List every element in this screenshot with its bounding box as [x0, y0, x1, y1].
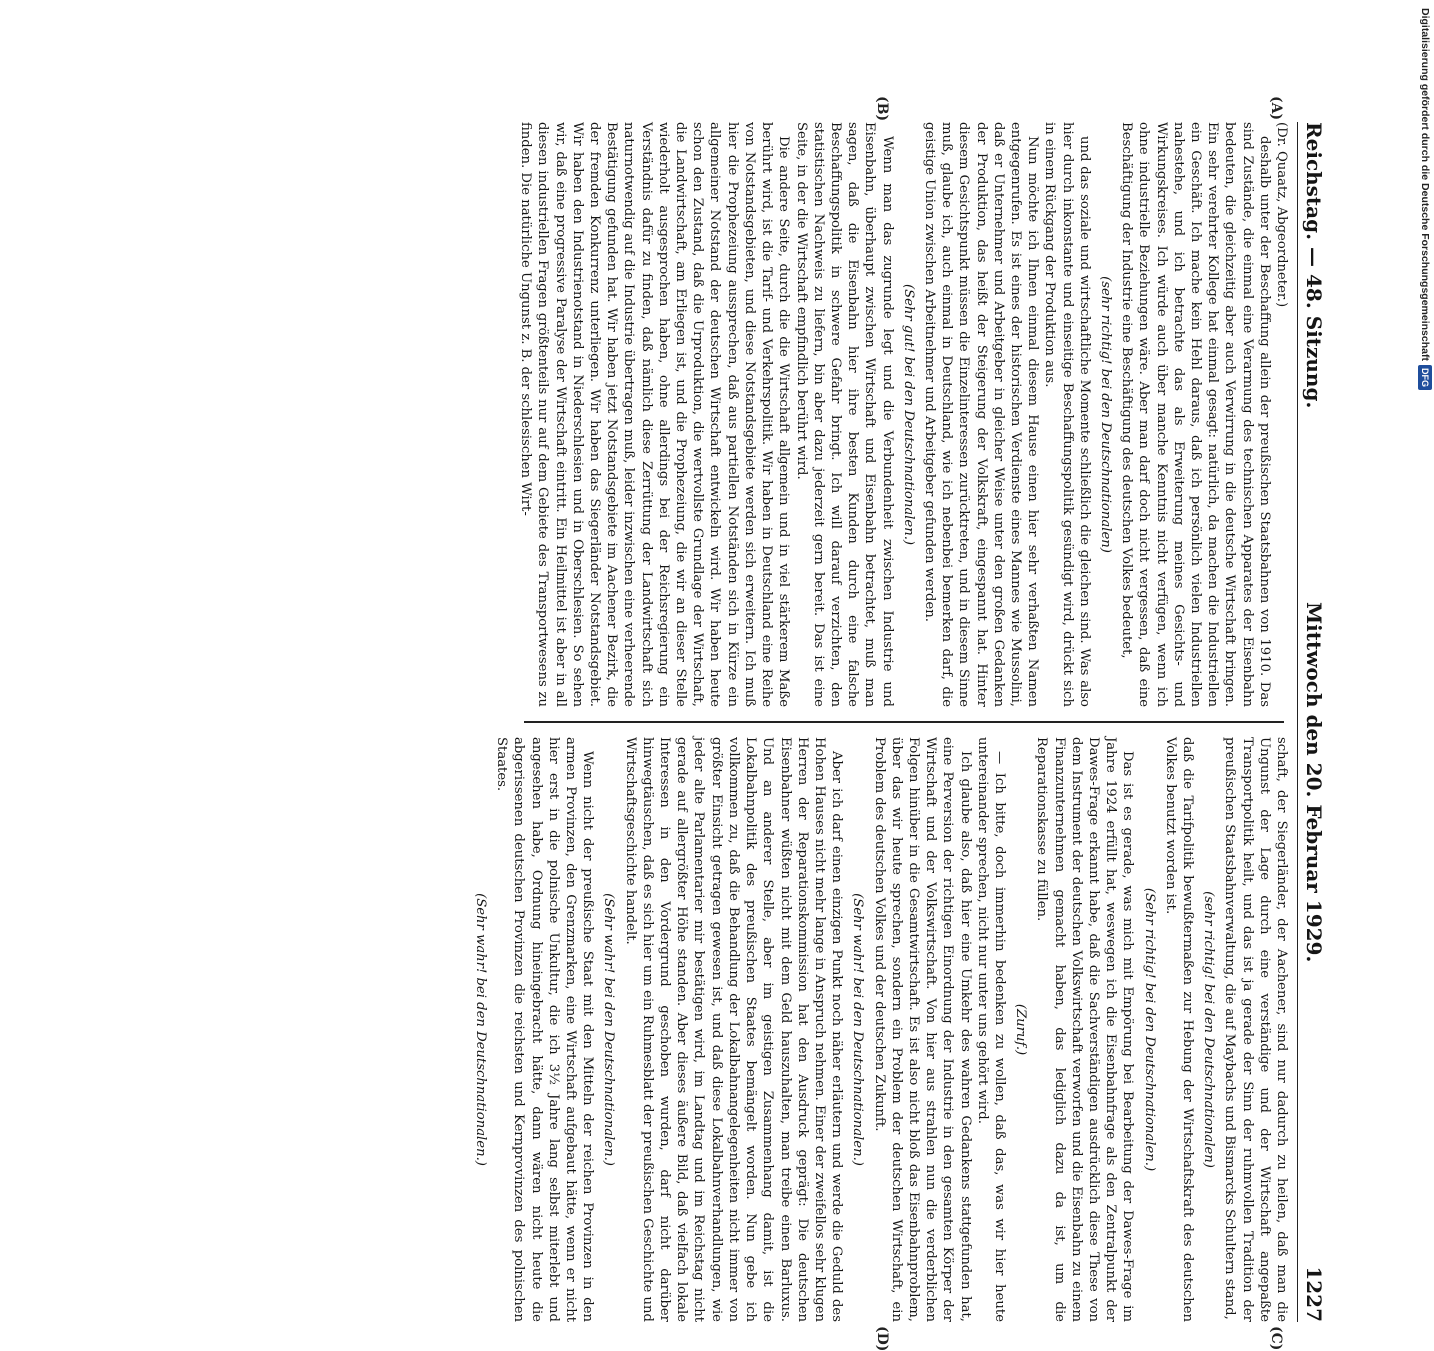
interjection: (Sehr gut! bei den Deutschnationalen.) [900, 283, 916, 546]
speech-paragraph: Aber ich darf einen einzigen Punkt noch näher erläutern und werde die Geduld des Hohen Hauses nicht mehr lange in Anspruch nehmen. Einer der zweifellos sehr klugen Herren der Reparationskommission hat den Ausdruck geprägt: Die deutschen Eisenbahner wüßten nicht mit dem Geld hauszuhalten, man treibe einen Barluxus. Und an anderer Stelle, aber im geistigen Zusammenhang damit, ist die Lokalbahnpolitik des preußischen Staates bemängelt worden. Nun gebe ich vollkommen zu, daß die Behandlung der Lokalbahnangelegenheiten nicht immer von größter Einsicht getragen gewesen ist, und daß diese Lokalbahnverhandlungen, wie jeder alte Parlamentarier mir bestätigen wird, im Landtag und im Reichstag nicht gerade auf allergrößter Höhe standen. Aber dieses äußere Bild, daß vielfach lokale Interessen in den Vordergrund geschoben wurden, darf nicht darüber hinwegtäuschen, daß es sich hier um ein Ruhmesblatt der preußischen Geschichte und Wirtschaftsgeschichte handelt. [622, 737, 845, 1322]
left-column [510, 122, 1290, 707]
interjection: (Sehr wahr! bei den Deutschnationalen.) [850, 893, 866, 1166]
side-credit-text [1418, 8, 1432, 988]
interjection: (Sehr wahr! bei den Deutschnationalen.) [473, 893, 489, 1166]
speech-paragraph: deshalb unter der Beschaffung allein der preußischen Staatsbahnen von 1910. Das sind Zustände, die einmal eine Verarmung des technischen Apparates der Eisenbahn bedeuten, die gleichzeitig aber auch Verwirrung in die deutsche Wirtschaft bringen. Ein sehr verehrter Kollege hat einmal gesagt: natürlich, da machen die Industriellen ein Geschäft. Ich mache kein Hehl daraus, daß ich persönlich vielen Industriellen nahestehe, und ich betrachte das als Erweiterung meines Gesichts- und Wirkungskreises. Ich würde auch über manche Kenntnis nicht verfügen, wenn ich ohne industrielle Beziehungen wäre. Aber man darf doch nicht vergessen, daß eine Beschäftigung der Industrie eine Beschäftigung des deutschen Volkes bedeutet, [1119, 122, 1272, 707]
side-credit [1418, 8, 1432, 988]
speech-paragraph: daß die Tarifpolitik bewußtermaßen zur Hebung der Wirtschaftskraft des deutschen Volkes benutzt worden ist. [1162, 737, 1195, 1322]
interjection: (Zuruf.) [1013, 1003, 1029, 1056]
header-date: Mittwoch den 20. Februar 1929. [1302, 602, 1326, 963]
text-columns [473, 122, 1290, 1322]
funding-note: Digitalisierung gefördert durch die Deutsche Forschungsgemeinschaft [1419, 8, 1431, 361]
page-header [1297, 122, 1330, 1322]
interjection: (Sehr wahr! bei den Deutschnationalen.) [601, 893, 617, 1166]
column-divider [524, 721, 1284, 723]
interjection: (sehr richtig! bei den Deutschnationalen) [1201, 891, 1217, 1168]
interjection: (sehr richtig! bei den Deutschnationalen) [1097, 276, 1113, 553]
speech-paragraph: Das ist es gerade, was mich mit Empörung bei Bearbeitung der Dawes-Frage im Jahre 1924 erfüllt hat, weswegen ich die Eisenbahnfrage als den Zentralpunkt der Dawes-Frage erkannt habe, daß die Sachverständigen ausdrücklich diese These von dem Instrument der deutschen Volkswirtschaft verworfen und die Eisenbahn zu einem Finanzunternehmen gemacht haben, das lediglich dazu da ist, um die Reparationskasse zu füllen. [1034, 737, 1136, 1322]
page-number: 1227 [1302, 1266, 1326, 1322]
speech-paragraph: Wenn man das zugrunde legt und die Verbundenheit zwischen Industrie und Eisenbahn, überhaupt zwischen Wirtschaft und Eisenbahn betrachtet, muß man sagen, daß die Eisenbahn hier ihre besten Kunden durch eine falsche Beschaffungspolitik in schwere Gefahr bringt. Ich will darauf verzichten, den statistischen Nachweis zu liefern, bin aber dazu jederzeit gern bereit. Das ist eine Seite, in der die Wirtschaft empfindlich berührt wird. [793, 122, 895, 707]
speech-paragraph: Die andere Seite, durch die die Wirtschaft allgemein und in viel stärkerem Maße berührt wird, ist die Tarif- und Verkehrspolitik. Wir haben in Deutschland eine Reihe von Notstandsgebieten, und diese Notstandsgebiete werden sich erweitern. Ich muß hier die Prophezeiung aussprechen, daß aus partiellen Notständen sich in Kürze ein allgemeiner Notstand der deutschen Wirtschaft entwickeln wird. Wir haben heute schon den Zustand, daß die Urproduktion, die wertvollste Grundlage der Wirtschaft, die Landwirtschaft, am Erliegen ist, und die Prophezeiung, die wir an dieser Stelle wiederholt ausgesprochen haben, ohne allerdings bei der Reichsregierung ein Verständnis dafür zu finden, daß nämlich diese Zerrüttung der Landwirtschaft sich naturnotwendig auf die Industrie übertragen muß, leider inzwischen eine verheerende Bestätigung gefunden hat. Wir haben jetzt Notstandsgebiete im Aachener Bezirk, die der fremden Konkurrenz unterliegen. Wir haben das Siegerländer Notstandsgebiet. Wir haben den Industrienotstand in Niederschlesien und in Oberschlesien. So sehen wir, daß eine progressive Paralyse der Wirtschaft eintritt. Ein Heilmittel ist aber in all diesen industriellen Fragen größtenteils nur auf dem Gebiete des Transportwesens zu finden. Die natürliche Ungunst z. B. der schlesischen Wirt- [518, 122, 792, 707]
header-session: Reichstag. — 48. Sitzung. [1302, 122, 1326, 409]
margin-mark-b: (B) [874, 96, 890, 122]
right-column [473, 737, 1290, 1322]
speech-paragraph: — Ich bitte, doch immerhin bedenken zu wollen, daß das, was wir hier heute untereinander sprechen, nicht nur unter uns gehört wird. [974, 737, 1007, 1322]
margin-mark-c: (C) [1268, 1326, 1284, 1351]
speech-paragraph: und das soziale und wirtschaftliche Momente schließlich die gleichen sind. Was also hier durch inkonstante und einseitige Beschaffungspolitik gesündigt wird, drückt sich in einem Rückgang der Produktion aus. [1042, 122, 1092, 707]
margin-mark-a: (A) [1268, 96, 1284, 121]
margin-mark-d: (D) [874, 1326, 890, 1351]
speaker-label: (Dr. Quaatz, Abgeordneter.) [1274, 122, 1289, 308]
speech-paragraph: schaft, der Siegerländer, der Aachener, sind nur dadurch zu heilen, daß man die Ungunst der Lage durch eine verständige und der Wirtschaft angepaßte Transportpolitik heilt, und das ist ja gerade der Sinn der ruhmvollen Tradition der preußischen Staatsbahnverwaltung, die auf Maybachs und Bismarcks Schultern stand, [1222, 737, 1289, 1322]
scanned-page [100, 96, 1330, 1351]
speech-paragraph: Ich glaube also, daß hier eine Umkehr des wahren Gedankens stattgefunden hat, eine Perversion der richtigen Einordnung der Industrie in den gesamten Körper der Wirtschaft und der Volkswirtschaft. Von hier aus strahlen nun die verderblichen Folgen hinüber in die Gesamtwirtschaft. Es ist also nicht bloß das Eisenbahnproblem, über das wir heute sprechen, sondern ein Problem der deutschen Wirtschaft, ein Problem des deutschen Volkes und der deutschen Zukunft. [871, 737, 973, 1322]
speech-paragraph: Nun möchte ich Ihnen einmal diesem Hause einen hier sehr verhaßten Namen entgegenrufen. Es ist eines der historischen Verdienste eines Mannes wie Mussolini, daß er Unternehmer und Arbeitgeber in gleicher Weise unter den großen Gedanken der Produktion, das heißt der Steigerung der Volkskraft, eingespannt hat. Hinter diesem Gesichtspunkt müssen die Einzelinteressen zurücktreten, und in diesem Sinne muß, glaube ich, auch einmal in Deutschland, wie ich nebenbei bemerken darf, die geistige Union zwischen Arbeitnehmer und Arbeitgeber gefunden werden. [921, 122, 1041, 707]
dfg-logo: DFG [1418, 365, 1432, 390]
speech-paragraph: Wenn nicht der preußische Staat mit den Mitteln der reichen Provinzen in den armen Provinzen, den Grenzmarken, eine Wirtschaft aufgebaut hätte, wenn er nicht hier erst in die polnische Unkultur, die ich 3½ Jahre lang selbst miterlebt und angesehen habe, Ordnung hineingebracht hätte, dann wären nicht heute die abgerissenen deutschen Provinzen die reichsten und Kernprovinzen des polnischen Staates. [494, 737, 596, 1322]
interjection: (Sehr richtig! bei den Deutschnationalen.) [1141, 887, 1157, 1172]
